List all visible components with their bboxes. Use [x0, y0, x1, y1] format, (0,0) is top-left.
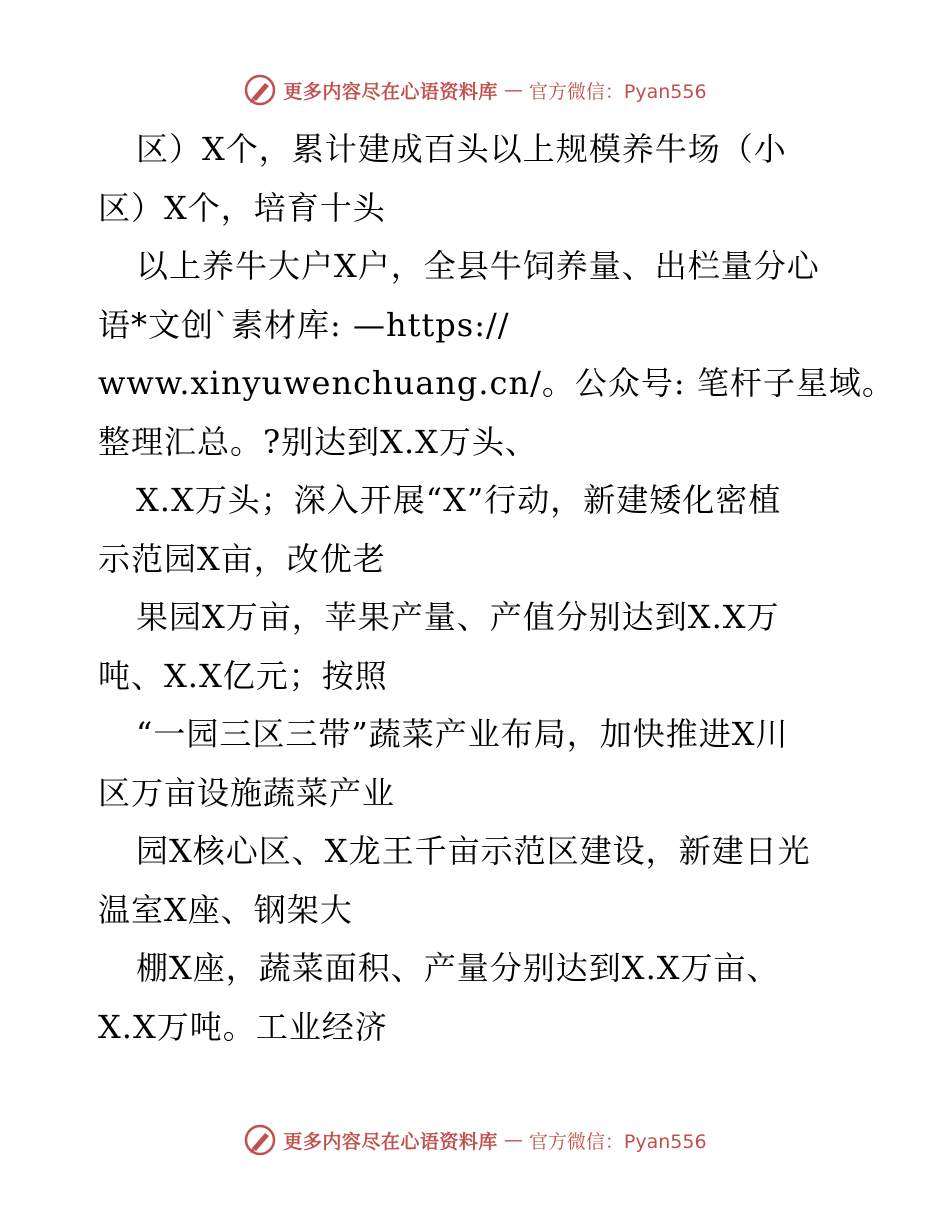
footer-site-text: 更多内容尽在心语资料库	[283, 1130, 498, 1153]
body-line: X.X万吨。工业经济	[98, 1007, 388, 1046]
document-body	[98, 120, 895, 1056]
footer-separator: —	[503, 1129, 523, 1151]
body-line: 区）X个，累计建成百头以上规模养牛场（小	[136, 130, 787, 168]
footer-banner	[0, 1120, 950, 1160]
body-line: 语*文创`素材库: —https://	[98, 305, 510, 344]
header-wechat-text: 官方微信：Pyan556	[528, 80, 707, 103]
body-line: 果园X万亩，苹果产量、产值分别达到X.X万	[136, 598, 780, 636]
header-site-text: 更多内容尽在心语资料库	[283, 80, 498, 103]
pen-logo-icon	[243, 1123, 277, 1157]
body-line: 整理汇总。?别达到X.X万头、	[98, 422, 538, 461]
footer-wechat-text: 官方微信：Pyan556	[528, 1130, 707, 1153]
body-line: 示范园X亩，改优老	[98, 539, 386, 578]
header-banner	[0, 70, 950, 110]
body-line: 温室X座、钢架大	[98, 890, 353, 929]
body-line: 吨、X.X亿元；按照	[98, 656, 388, 695]
body-line: X.X万头；深入开展“X”行动，新建矮化密植	[136, 481, 782, 519]
header-separator: —	[503, 79, 523, 101]
body-line: “一园三区三带”蔬菜产业布局，加快推进X川	[136, 715, 789, 753]
body-line: 园X核心区、X龙王千亩示范区建设，新建日光	[136, 832, 811, 870]
pen-logo-icon	[243, 73, 277, 107]
body-line: 区）X个，培育十头	[98, 188, 386, 227]
body-line: www.xinyuwenchuang.cn/。公众号: 笔杆子星域。	[98, 364, 895, 402]
body-line: 棚X座，蔬菜面积、产量分别达到X.X万亩、	[136, 949, 780, 987]
body-line: 区万亩设施蔬菜产业	[98, 773, 396, 812]
body-line: 以上养牛大户X户，全县牛饲养量、出栏量分心	[136, 247, 820, 285]
